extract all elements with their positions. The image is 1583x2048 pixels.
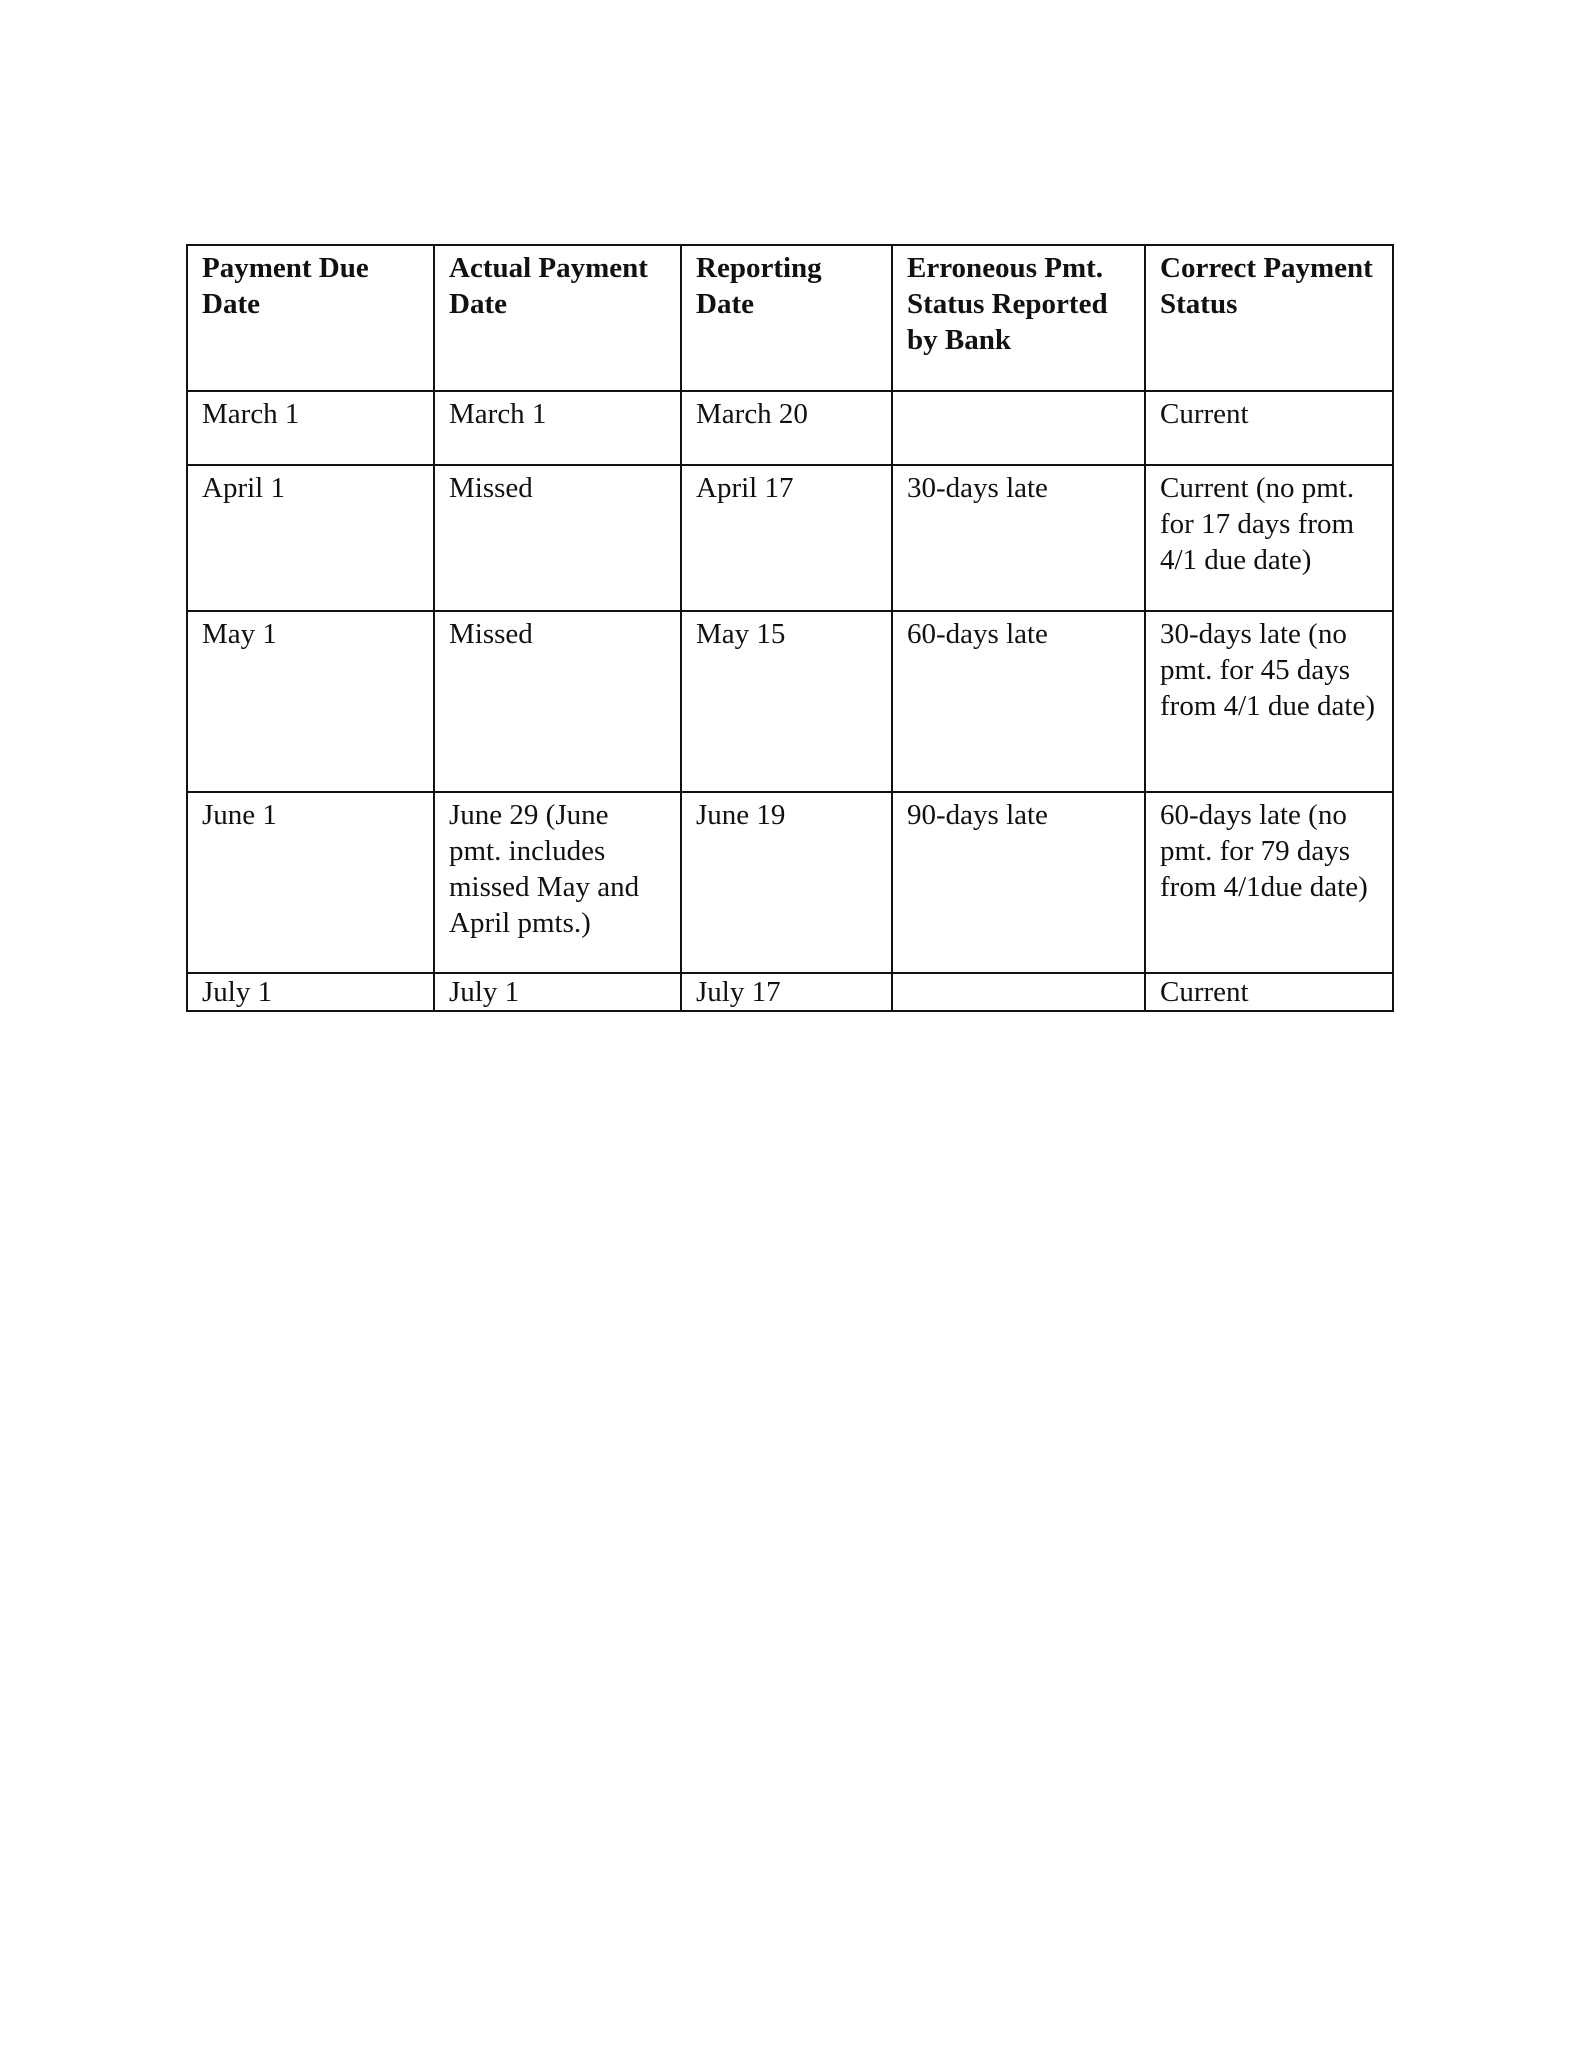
- table-cell: May 15: [681, 611, 892, 792]
- table-cell: June 1: [187, 792, 434, 973]
- table-cell: 60-days late (no pmt. for 79 days from 4/1due date): [1145, 792, 1393, 973]
- table-cell: Current: [1145, 391, 1393, 465]
- table-cell: 30-days late: [892, 465, 1145, 611]
- table-cell: July 1: [434, 973, 681, 1011]
- table-row: [187, 973, 1393, 1011]
- table-row: [187, 611, 1393, 792]
- table-cell: April 1: [187, 465, 434, 611]
- table-cell: Current: [1145, 973, 1393, 1011]
- table-row: [187, 391, 1393, 465]
- table-cell: 90-days late: [892, 792, 1145, 973]
- header-actual-payment-date: Actual Payment Date: [434, 245, 681, 391]
- table-cell: March 1: [434, 391, 681, 465]
- table-cell: Missed: [434, 465, 681, 611]
- payment-status-table: [186, 244, 1394, 1012]
- table-cell: 30-days late (no pmt. for 45 days from 4/1 due date): [1145, 611, 1393, 792]
- table-cell: [892, 973, 1145, 1011]
- table-row: [187, 465, 1393, 611]
- table-cell: July 1: [187, 973, 434, 1011]
- table-cell: March 20: [681, 391, 892, 465]
- table-row: [187, 792, 1393, 973]
- table-cell: Missed: [434, 611, 681, 792]
- header-erroneous-status: Erroneous Pmt. Status Reported by Bank: [892, 245, 1145, 391]
- table-cell: [892, 391, 1145, 465]
- table-cell: June 19: [681, 792, 892, 973]
- table-cell: 60-days late: [892, 611, 1145, 792]
- table-cell: June 29 (June pmt. includes missed May and April pmts.): [434, 792, 681, 973]
- header-reporting-date: Reporting Date: [681, 245, 892, 391]
- table-cell: April 17: [681, 465, 892, 611]
- table-cell: July 17: [681, 973, 892, 1011]
- header-payment-due-date: Payment Due Date: [187, 245, 434, 391]
- table-cell: Current (no pmt. for 17 days from 4/1 due date): [1145, 465, 1393, 611]
- table-cell: May 1: [187, 611, 434, 792]
- table-cell: March 1: [187, 391, 434, 465]
- table-header-row: [187, 245, 1393, 391]
- header-correct-status: Correct Payment Status: [1145, 245, 1393, 391]
